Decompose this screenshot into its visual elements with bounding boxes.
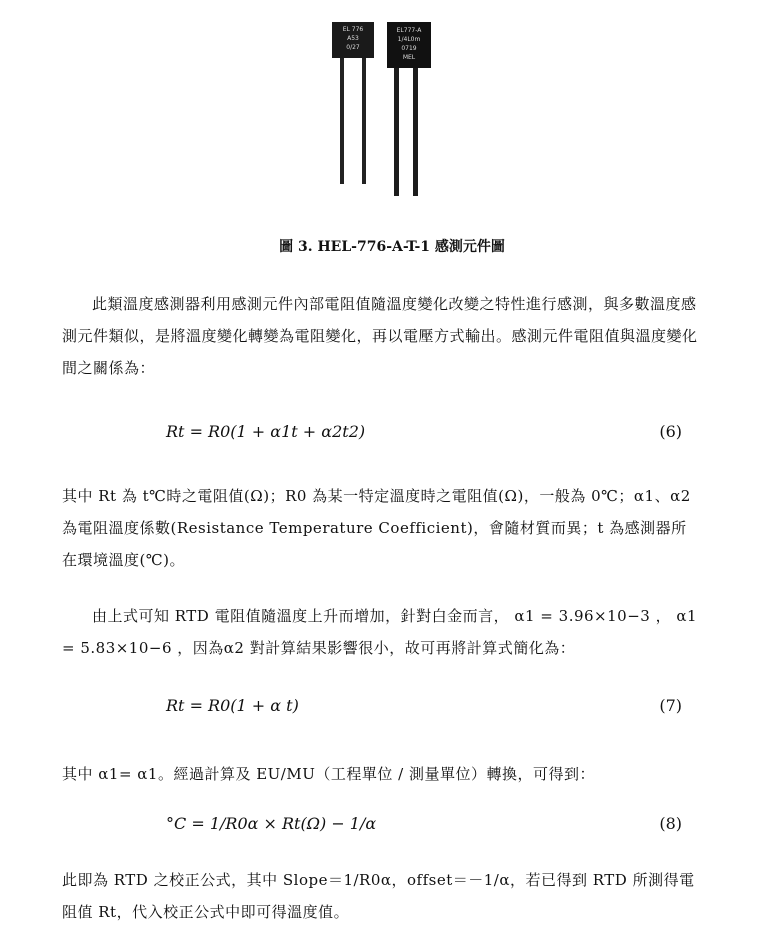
equation-6 <box>62 422 682 452</box>
sensor-small <box>332 22 374 184</box>
sensor-small-label-3: 0/27 <box>346 44 360 51</box>
sensor-large <box>387 22 431 196</box>
sensor-small-label-2: A53 <box>347 35 359 42</box>
paragraph-2: 其中 Rt 為 t℃時之電阻值(Ω)；R0 為某一特定溫度時之電阻值(Ω)，一般為 0℃；α1、α2 為電阻溫度係數(Resistance Temperature Coefficient)，會隨材質而異；t 為感測器所在環境溫度(℃)。 <box>62 487 691 569</box>
paragraph-1: 此類溫度感測器利用感測元件內部電阻值隨溫度變化改變之特性進行感測，與多數溫度感測元件類似，是將溫度變化轉變為電阻變化，再以電壓方式輸出。感測元件電阻值與溫度變化間之關係為： <box>62 295 698 377</box>
sensor-large-label-4: MEL <box>402 54 416 61</box>
equation-7-expr <box>166 696 299 715</box>
equation-8-text: °C = 1/R0α × Rt(Ω) − 1/α <box>166 814 377 833</box>
figure-caption: 圖 3. HEL-776-A-T-1 感測元件圖 <box>279 239 505 255</box>
paragraph-5: 此即為 RTD 之校正公式，其中 Slope＝1/R0α，offset＝－1/α，若已得到 RTD 所測得電阻值 Rt，代入校正公式中即可得溫度值。 <box>62 871 695 921</box>
sensor-large-label-3: 0719 <box>401 45 417 52</box>
sensor-large-label-2: 1/4L0m <box>397 36 421 43</box>
equation-8-expr <box>166 814 376 833</box>
sensor-large-label-1: EL777-A <box>396 27 422 34</box>
equation-7-text: Rt = R0(1 + α t) <box>166 696 299 715</box>
paragraph-3: 由上式可知 RTD 電阻值隨溫度上升而增加，針對白金而言， α1 = 3.96×10−3 ， α1 = 5.83×10−6 ，因為α2 對計算結果影響很小，故可再將計算式簡化為： <box>62 607 698 657</box>
equation-6-number: (6) <box>659 422 682 441</box>
equation-8-number: (8) <box>659 814 682 833</box>
equation-6-text: Rt = R0(1 + α1t + α2t2) <box>166 422 366 441</box>
equation-8 <box>62 814 682 844</box>
equation-7 <box>62 696 682 726</box>
equation-6-expr <box>166 422 365 441</box>
sensor-figure <box>0 0 784 236</box>
equation-7-number: (7) <box>659 696 682 715</box>
paragraph-4: 其中 α1= α1。經過計算及 EU/MU（工程單位 / 測量單位）轉換，可得到： <box>62 765 595 783</box>
sensor-small-label-1: EL 776 <box>342 26 364 33</box>
